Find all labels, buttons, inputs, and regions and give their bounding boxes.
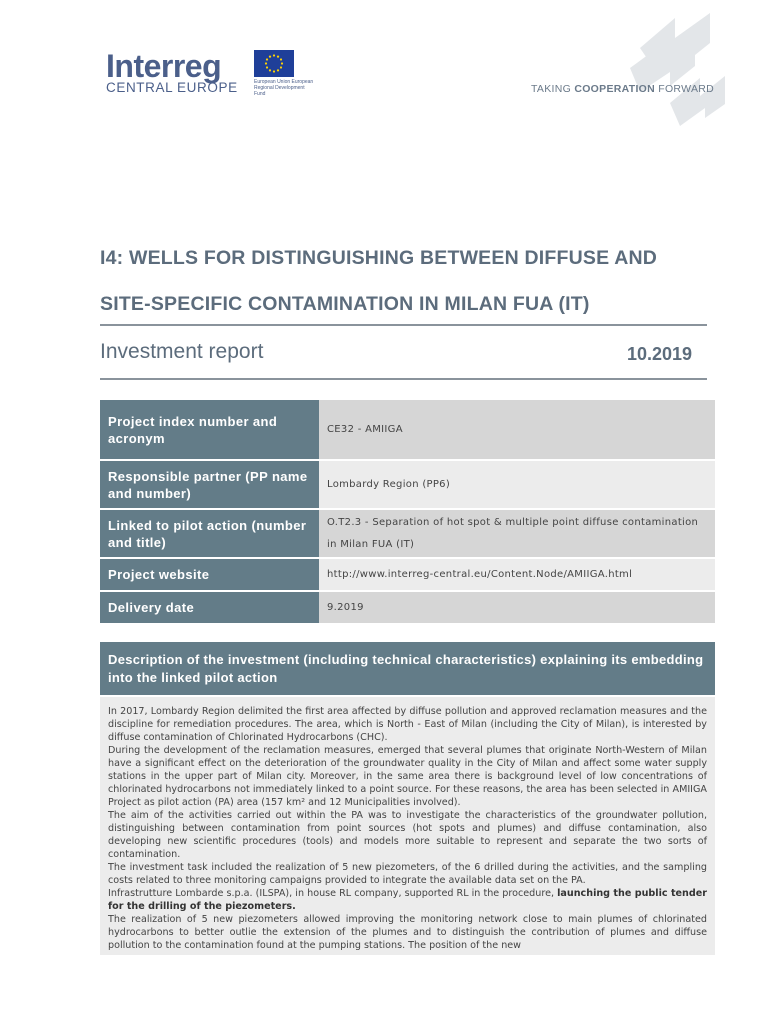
description-body	[100, 697, 715, 955]
paragraph: In 2017, Lombardy Region delimited the first area affected by diffuse pollution and approved reclamation measures and the discipline for remediation procedures. The area, which is North - East of Milan (including the City of Milan), is interested by diffuse contamination of Chlorinated Hydrocarbons (CHC).	[108, 706, 707, 743]
table-row	[100, 510, 715, 557]
cooperation-arrows-icon	[600, 8, 730, 128]
document-title	[100, 235, 720, 327]
eu-fund-label: European Union European Regional Development Fund	[254, 79, 314, 97]
row-value[interactable]: http://www.interreg-central.eu/Content.Node/AMIIGA.html	[319, 559, 715, 590]
table-row	[100, 461, 715, 508]
paragraph: The investment task included the realization of 5 new piezometers, of the 6 drilled during the activities, and the sampling costs related to three monitoring campaigns provided to integrate the available data set on the PA.	[108, 862, 707, 886]
row-label: Responsible partner (PP name and number)	[100, 461, 319, 508]
row-label: Delivery date	[100, 592, 319, 623]
interreg-logo: Interreg	[106, 48, 222, 84]
title-rule	[100, 324, 707, 326]
paragraph: The realization of 5 new piezometers allowed improving the monitoring network close to main plumes of chlorinated hydrocarbons to better outlie the extension of the plumes and to distinguish the contribution of plumes and diffuse pollution to the contamination found at the pumping stations. The position of the new	[108, 914, 707, 951]
table-row	[100, 400, 715, 459]
row-value: CE32 - AMIIGA	[319, 400, 715, 459]
table-row	[100, 592, 715, 623]
row-label: Project index number and acronym	[100, 400, 319, 459]
project-info-table	[100, 400, 715, 623]
report-date: 10.2019	[627, 344, 693, 364]
paragraph: Infrastrutture Lombarde s.p.a. (ILSPA), in house RL company, supported RL in the procedure, launching the public tender for the drilling of the piezometers.	[108, 888, 707, 912]
description-heading: Description of the investment (including technical characteristics) explaining its embedding into the linked pilot action	[100, 642, 715, 695]
slogan: TAKING COOPERATION FORWARD	[531, 83, 715, 95]
row-value: 9.2019	[319, 592, 715, 623]
report-label: Investment report	[100, 340, 264, 363]
row-label: Project website	[100, 559, 319, 590]
row-value: O.T2.3 - Separation of hot spot & multiple point diffuse contamination in Milan FUA (IT)	[319, 510, 715, 557]
paragraph: During the development of the reclamation measures, emerged that several plumes that originate North-Western of Milan have a significant effect on the deterioration of the groundwater quality in the City of Milan and affect some water supply stations in the upper part of Milan city. Moreover, in the same area there is background level of low concentrations of chlorinated hydrocarbons not immediately linked to a point source. For these reasons, the area has been selected in AMIIGA Project as pilot action (PA) area (157 km² and 12 Municipalities involved).	[108, 745, 707, 808]
title-line-1: I4: WELLS FOR DISTINGUISHING BETWEEN DIFFUSE AND	[100, 247, 658, 269]
logo-subtitle: CENTRAL EUROPE	[106, 80, 238, 95]
title-line-2: SITE-SPECIFIC CONTAMINATION IN MILAN FUA (IT)	[100, 293, 590, 315]
row-label: Linked to pilot action (number and title)	[100, 510, 319, 557]
table-row	[100, 559, 715, 590]
report-rule	[100, 378, 707, 380]
paragraph: The aim of the activities carried out within the PA was to investigate the characteristics of the groundwater pollution, distinguishing between contamination from point sources (hot spots and plumes) and diffuse contamination, also developing new scientific procedures (tools) and models more suitable to represent and separate the two sorts of contamination.	[108, 810, 707, 860]
row-value: Lombardy Region (PP6)	[319, 461, 715, 508]
eu-flag-icon	[254, 50, 294, 77]
